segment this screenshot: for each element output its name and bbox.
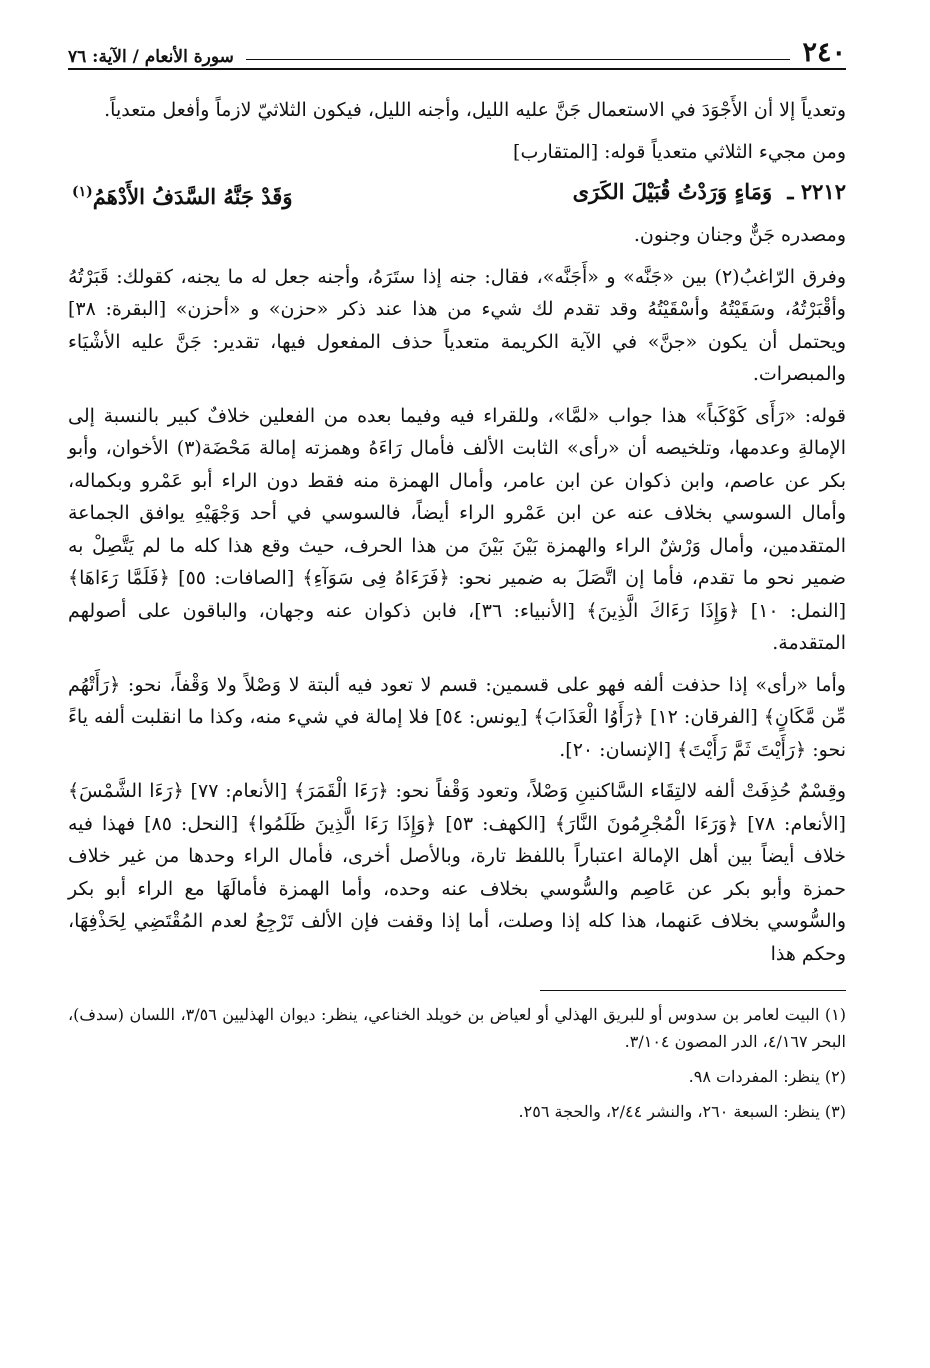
- paragraph-2: ومن مجيء الثلاثي متعدياً قوله: [المتقارب]: [513, 140, 846, 163]
- page-number: ٢٤٠: [802, 37, 846, 68]
- book-page: [68, 26, 846, 1133]
- paragraph-3: ومصدره جَنٌّ وجنان وجنون.: [633, 224, 846, 246]
- running-title: سورة الأنعام / الآية: ٧٦: [68, 47, 234, 67]
- poetry-verse: [68, 172, 846, 217]
- verse-number: ٢٢١٢ ـ: [787, 179, 846, 204]
- paragraph-5: قوله: «رَأَى كَوْكَباً» هذا جواب «لمَّا»، وللقراء فيه وفيما بعده من الفعلين خلافٌ كبير بالنسبة إلى الإمالةِ وعدمها، وتلخيصه أن «رأى» الثابت الألف فأمال رَاءَهُ وهمزته إمالة مَحْضَة(٣) الأخوان، وأبو بكر عن عاصم، وابن ذكوان عن ابن عامر، وأمال الهمزة منه فقط دون الراء أبو عَمْرو وبكماله، وأمال السوسي بخلاف عنه عن ابن عَمْرو الراء أيضاً، فالسوسي في أحد وَجْهَيْهِ يوافق الجماعة المتقدمين، وأمال وَرْشٌ الراء والهمزة بَيْنَ بَيْنَ من هذا الحرف، حيث وقع هذا كله ما لم يَتَّصِلْ به ضمير نحو ما تقدم، فأما إن اتَّصَلَ به ضمير نحو: ﴿فَرَءَاهُ فِى سَوَآءِ﴾ [الصافات: ٥٥] ﴿فَلَمَّا رَءَاهَا﴾ [النمل: ١٠] ﴿وَإِذَا رَءَاكَ الَّذِينَ﴾ [الأنبياء: ٣٦]، فابن ذكوان عنه وجهان، والباقون على أصولهم المتقدمة.: [68, 404, 846, 654]
- header-rule: [246, 58, 791, 60]
- footnote-separator: [540, 990, 846, 991]
- page-header: [68, 26, 846, 70]
- footnote-2: (٢) ينظر: المفردات ٩٨.: [688, 1067, 846, 1086]
- paragraph-6: وأما «رأى» إذا حذفت ألفه فهو على قسمين: قسم لا تعود فيه ألبتة لا وَصْلاً ولا وَقْفاً، نحو: ﴿رَأَتْهُم مِّن مَّكَانٍ﴾ [الفرقان: ١٢] ﴿رَأَوُا الْعَذَابَ﴾ [يونس: ٥٤] فلا إمالة في شيء منه، وكذا ما انقلبت ألفه ياءً نحو: ﴿رَأَيْتَ ثَمَّ رَأَيْتَ﴾ [الإنسان: ٢٠].: [68, 673, 847, 761]
- verse-footnote-marker: (١): [72, 184, 93, 200]
- footnote-1: (١) البيت لعامر بن سدوس أو للبريق الهذلي أو لعياض بن خويلد الخناعي، ينظر: ديوان الهذليين ٣/٥٦، اللسان (سدف)، البحر ٤/١٦٧، الدر المصون ٣/١٠٤.: [68, 1005, 847, 1051]
- verse-first-half: وَمَاءٍ وَرَدْتُ قُبَيْلَ الكَرَى: [572, 179, 773, 204]
- paragraph-1: وتعدياً إلا أن الأَجْوَدَ في الاستعمال جَنَّ عليه الليل، وأجنه الليل، فيكون الثلاثيّ لازماً وأفعل متعدياً.: [104, 99, 846, 121]
- footnotes: [68, 1001, 846, 1125]
- verse-second-half: وَقَدْ جَنَّهُ السَّدَفُ الأَدْهَمُ: [92, 184, 293, 209]
- paragraph-4: وفرق الرّاغبُ(٢) بين «جَنَّه» و «أَجَنَّه»، فقال: جنه إذا ستَرَهُ، وأجنه جعل له ما يجنه، كقولك: قَبَرْتُهُ وأقْبَرْتُهُ، وسَقَيْتُهُ وأسْقَيْتُهُ وقد تقدم لك شيء من هذا عند ذكر «حزن» و «أحزن» [البقرة: ٣٨] ويحتمل أن يكون «جنَّ» في الآية الكريمة متعدياً حذف المفعول فيها، تقدير: جَنَّ عليه الأشْيَاء والمبصرات.: [68, 265, 846, 385]
- main-text: [68, 94, 846, 970]
- paragraph-7: وقِسْمٌ حُذِفَتْ ألفه لالتِقَاء السَّاكنينِ وَصْلاً، وتعود وَقْفاً نحو: ﴿رَءَا الْقَمَرَ﴾ [الأنعام: ٧٧] ﴿رَءَا الشَّمْسَ﴾ [الأنعام: ٧٨] ﴿وَرَءَا الْمُجْرِمُونَ النَّارَ﴾ [الكهف: ٥٣] ﴿وَإِذَا رَءَا الَّذِينَ ظَلَمُوا﴾ [النحل: ٨٥] فهذا فيه خلاف أيضاً بين أهل الإمالة اعتباراً باللفظ تارة، وبالأصل أخرى، فأمال الراء وحدها من غير خلاف حمزة وأبو بكر عن عَاصِم والسُّوسي بخلاف عنه وحده، وأما الهمزة فأمالَهَا مع الراء أبو بكر والسُّوسي بخلاف عَنهما، هذا كله إذا وصلت، أما إذا وقفت فإن الألف تَرْجِعُ لعدم المُقْتَضِي لِحَذْفِهَا، وحكم هذا: [68, 780, 846, 965]
- footnote-3: (٣) ينظر: السبعة ٢٦٠، والنشر ٢/٤٤، والحجة ٢٥٦.: [518, 1102, 846, 1121]
